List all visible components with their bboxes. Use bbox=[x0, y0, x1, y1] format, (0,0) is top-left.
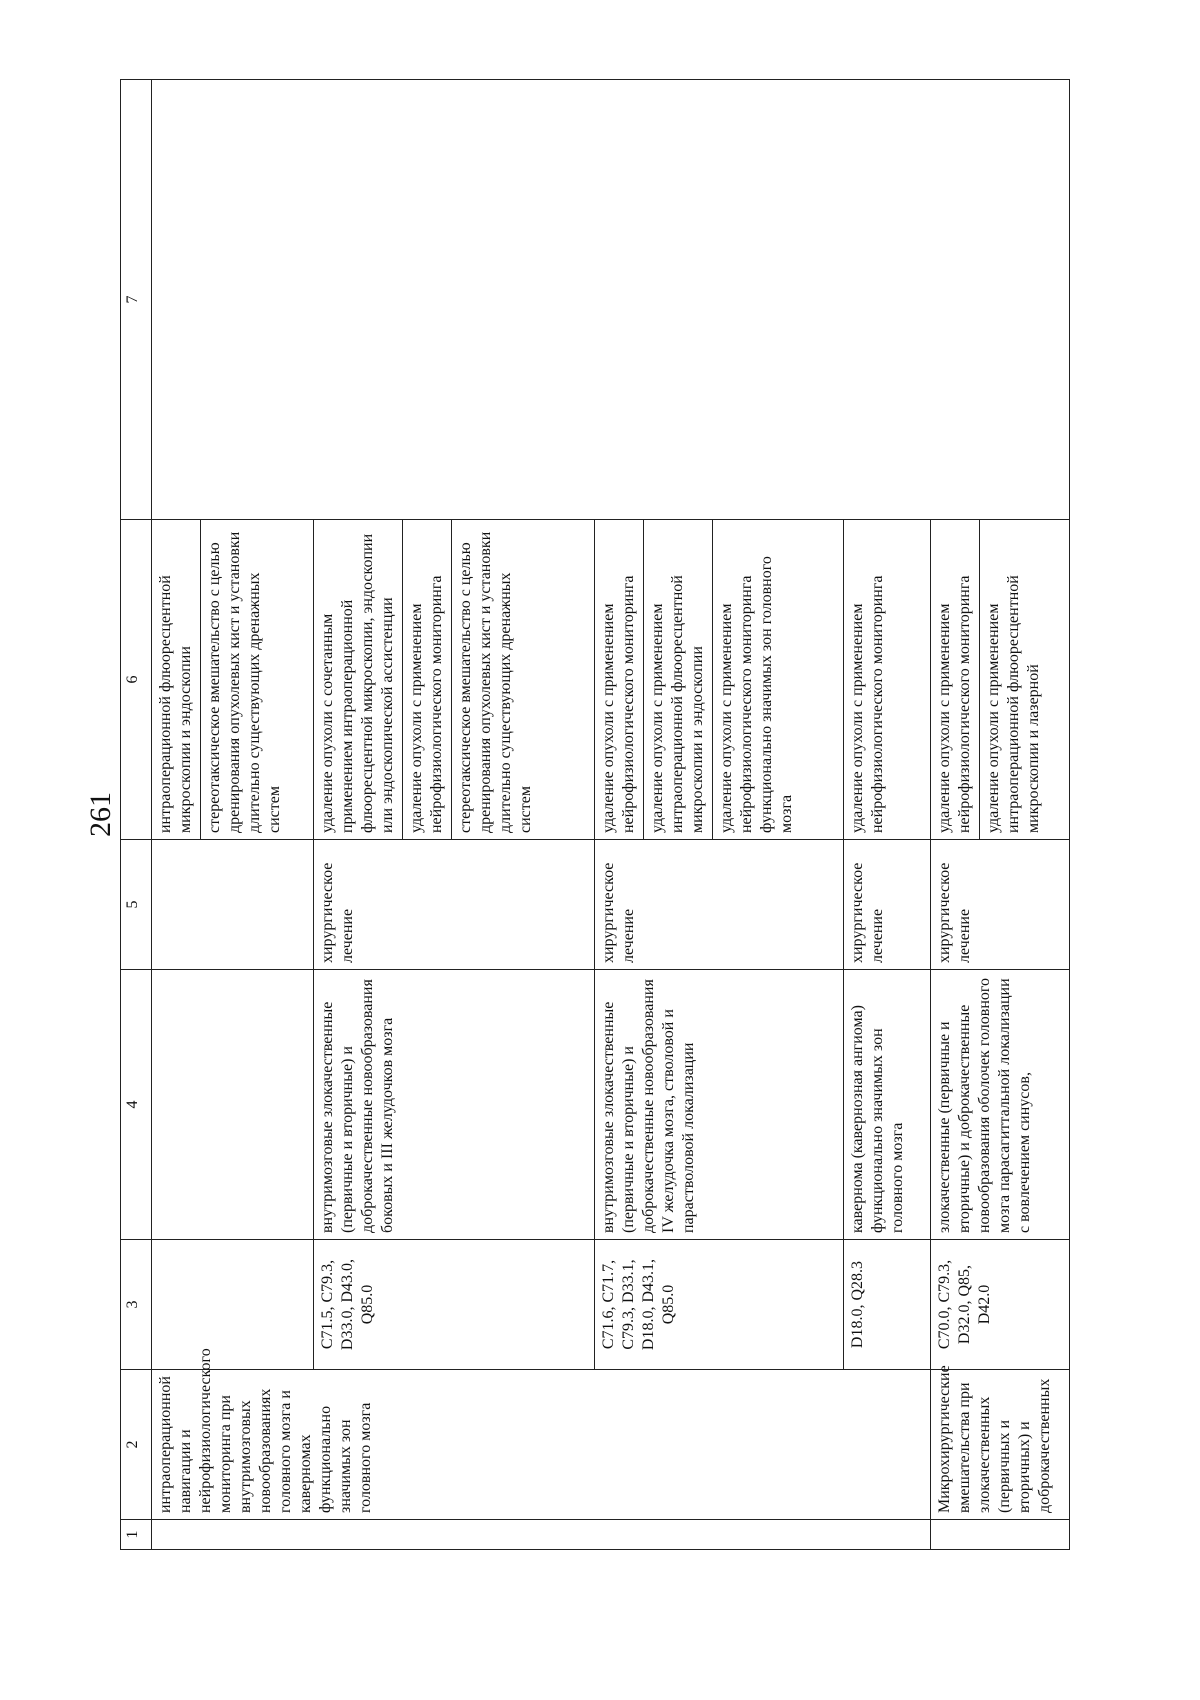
col-header-6: 6 bbox=[121, 520, 152, 840]
row5-col2: Микрохирургические вмешательства при злокачественных (первичных и вторичных) и доброкачественных bbox=[930, 1370, 1070, 1520]
row3-col6 bbox=[595, 520, 844, 840]
row1-col3 bbox=[152, 1240, 314, 1370]
row5-method-1: удаление опухоли с применением нейрофизиологического мониторинга bbox=[935, 575, 973, 833]
row3-col5: хирургическое лечение bbox=[595, 840, 844, 970]
row5-col6 bbox=[930, 520, 1070, 840]
row1-col1 bbox=[152, 1520, 931, 1550]
row1-col5 bbox=[152, 840, 314, 970]
row1-col4 bbox=[152, 970, 314, 1240]
document-table-rotated bbox=[120, 80, 1070, 1550]
row4-method-1: удаление опухоли с применением нейрофизиологического мониторинга bbox=[849, 575, 886, 833]
row5-col4: злокачественные (первичные и вторичные) и доброкачественные новообразования оболочек головного мозга парасагиттальной локализации с вовлечением синусов, bbox=[930, 970, 1070, 1240]
row3-method-2: удаление опухоли с применением интраоперационной флюоресцентной микроскопии и эндоскопии bbox=[643, 520, 708, 839]
row2-col4: внутримозговые злокачественные (первичные и вторичные) и доброкачественные новообразования боковых и III желудочков мозга bbox=[314, 970, 595, 1240]
procedures-table bbox=[120, 79, 1070, 1550]
row4-col3: D18.0, Q28.3 bbox=[844, 1240, 931, 1370]
row2-col3: C71.5, C79.3, D33.0, D43.0, Q85.0 bbox=[314, 1240, 595, 1370]
row2-col6 bbox=[314, 520, 595, 840]
row3-method-3: удаление опухоли с применением нейрофизиологического мониторинга функционально значимых зон головного мозга bbox=[712, 520, 797, 839]
row2-method-1: удаление опухоли с сочетанным применением интраоперационной флюоресцентной микроскопии, эндоскопии или эндоскопической ассистенции bbox=[319, 533, 397, 833]
row2-method-3: стереотаксическое вмешательство с целью дренирования опухолевых кист и установки длительно существующих дренажных систем bbox=[451, 520, 536, 839]
row2-col5: хирургическое лечение bbox=[314, 840, 595, 970]
row3-method-1: удаление опухоли с применением нейрофизиологического мониторинга bbox=[600, 575, 638, 833]
row5-method-2: удаление опухоли с применением интраоперационной флюоресцентной микроскопии и лазерной bbox=[979, 520, 1044, 839]
table-row bbox=[152, 80, 314, 1550]
row4-col5: хирургическое лечение bbox=[844, 840, 931, 970]
row1-col2: интраоперационной навигации и нейрофизиологического мониторинга при внутримозговых новообразованиях головного мозга и каверномах функционально значимых зон головного мозга bbox=[152, 1370, 931, 1520]
header-row bbox=[121, 80, 152, 1550]
row5-col5: хирургическое лечение bbox=[930, 840, 1070, 970]
row5-col3: C70.0, C79.3, D32.0, Q85, D42.0 bbox=[930, 1240, 1070, 1370]
row4-col4: кавернома (кавернозная ангиома) функционально значимых зон головного мозга bbox=[844, 970, 931, 1240]
row1-method-2: стереотаксическое вмешательство с целью дренирования опухолевых кист и установки длительно существующих дренажных систем bbox=[200, 520, 285, 839]
col-header-1: 1 bbox=[121, 1520, 152, 1550]
row1-method-1: интраоперационной флюоресцентной микроскопии и эндоскопии bbox=[157, 575, 194, 833]
row3-col4: внутримозговые злокачественные (первичные и вторичные) и доброкачественные новообразования IV желудочка мозга, стволовой и парастволовой локализации bbox=[595, 970, 844, 1240]
row3-col3: C71.6, C71.7, C79.3, D33.1, D18.0, D43.1, Q85.0 bbox=[595, 1240, 844, 1370]
col-header-7: 7 bbox=[121, 80, 152, 520]
col-header-5: 5 bbox=[121, 840, 152, 970]
col-header-2: 2 bbox=[121, 1370, 152, 1520]
row4-col6 bbox=[844, 520, 931, 840]
page-number: 261 bbox=[84, 792, 117, 837]
row2-method-2: удаление опухоли с применением нейрофизиологического мониторинга bbox=[402, 520, 447, 839]
row1-col7 bbox=[152, 80, 1070, 520]
col-header-3: 3 bbox=[121, 1240, 152, 1370]
row5-col1 bbox=[930, 1520, 1070, 1550]
col-header-4: 4 bbox=[121, 970, 152, 1240]
row1-col6 bbox=[152, 520, 314, 840]
